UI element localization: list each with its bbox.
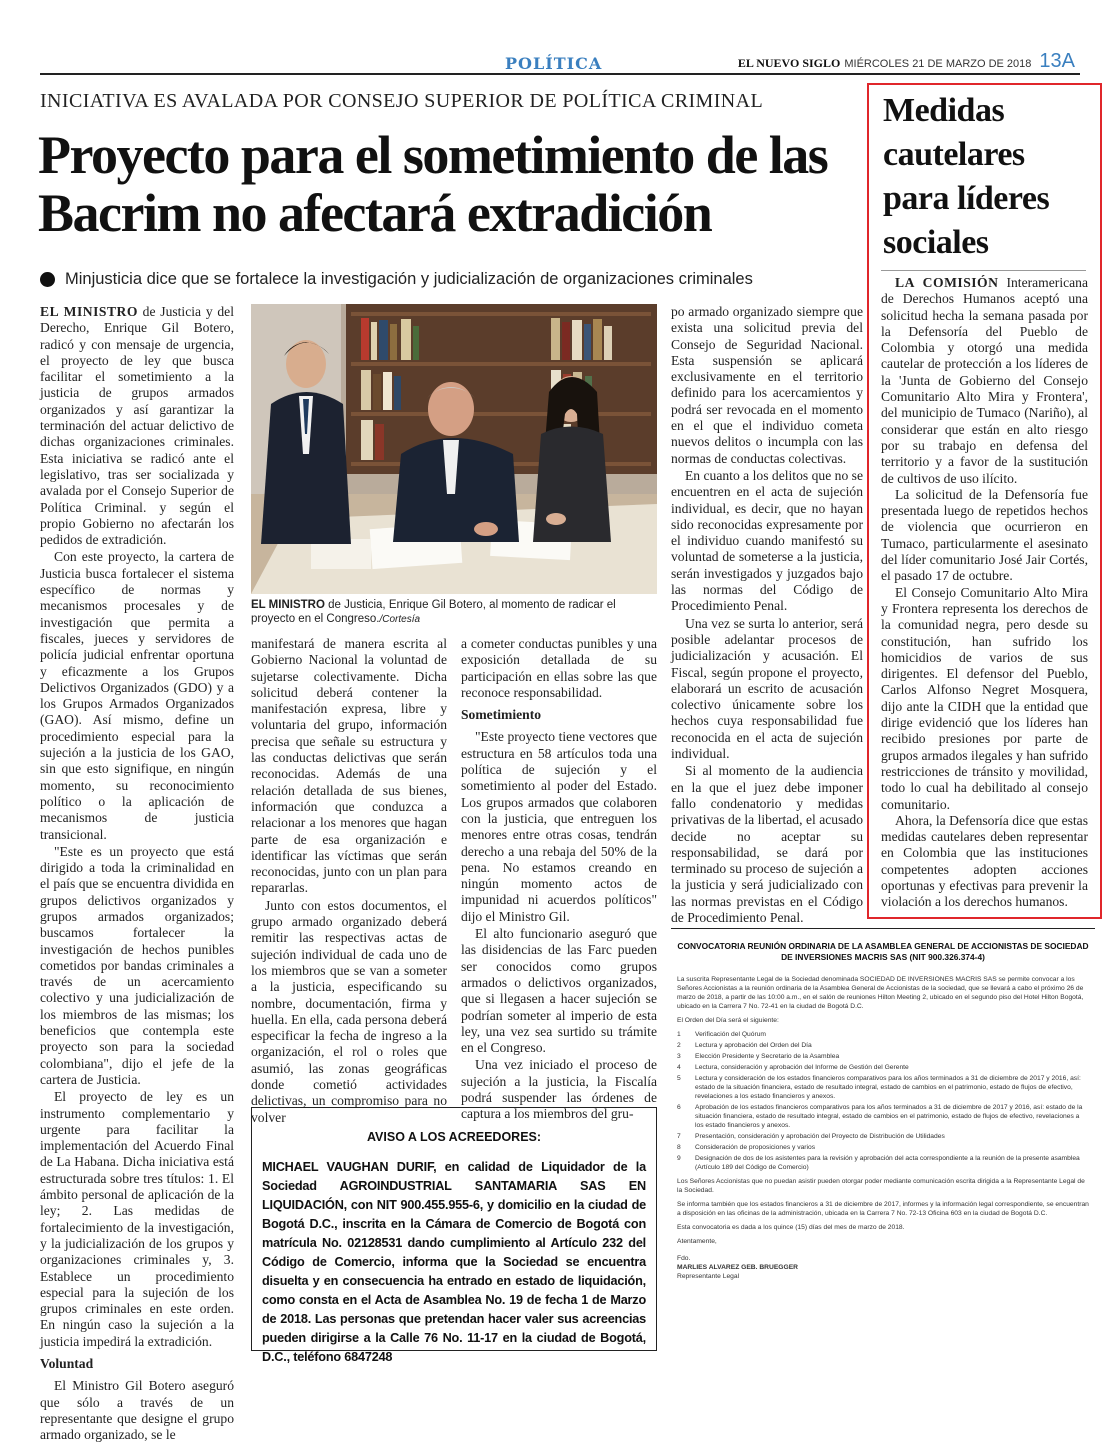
- notice-body: MICHAEL VAUGHAN DURIF, en calidad de Liquidador de la Sociedad AGROINDUSTRIAL SANTAMARIA SAS EN LIQUIDACIÓN, con NIT 900.455.955-6, y domicilio en la ciudad de Bogotá D.C., inscrita en la Cámara de Comercio de Bogotá con matrícula No. 02128531 dando cumplimiento al Artículo 232 del Código de Comercio, informa que la Sociedad se encuentra disuelta y en consecuencia ha entrado en estado de liquidación, como consta en el Acta de Asamblea No. 19 de fecha 1 de Marzo de 2018. Las personas que pretendan hacer valer sus acreencias pueden dirigirse a la Calle 76 No. 11-17 en la ciudad de Bogotá, D.C., teléfono 6847248: [262, 1160, 646, 1364]
- paragraph: "Este es un proyecto que está dirigido a toda la criminalidad en el país que se encuentra dividida en grupos delictivos organizados y grupos armados organizados; buscamos fortalecer la investigación de hechos punibles cometidos por bandas criminales a través de un acercamiento colectivo y una judicialización de los miembros de las mismas; los beneficios que contempla este proyecto son para la sociedad colombiana", dijo el jefe de la cartera de Justicia.: [40, 843, 234, 1087]
- sidebar-body: [881, 275, 1088, 911]
- paragraph: El Ministro Gil Botero aseguró que sólo a través de un representante que designe el grupo armado organizado, se le: [40, 1378, 234, 1443]
- paragraph: Una vez se surta lo anterior, será posible adelantar procesos de judicialización y acusación. El Fiscal, según propone el proyecto, elaborará un escrito de acusación colectivo únicamente sobre los hechos cuya responsabilidad fue reconocida en el acta de sujeción individual.: [671, 615, 863, 762]
- agenda-intro: El Orden del Día será el siguiente:: [677, 1017, 779, 1024]
- paragraph: [881, 275, 1088, 487]
- sidebar-box: [867, 83, 1102, 919]
- sidebar-rule: [881, 270, 1086, 271]
- list-item: 9 Designación de dos de los asistentes para la revisión y aprobación del acta correspondiente a la reunión de la presente asamblea (Artículo 189 del Código de Comercio): [677, 1155, 1080, 1171]
- paragraph: [40, 304, 234, 548]
- caption-text: de Justicia, Enrique Gil Botero, al momento de radicar el proyecto en el Congreso.: [251, 599, 616, 625]
- paragraph: Con este proyecto, la cartera de Justicia busca fortalecer el sistema específico de normas y mecanismos procesales y de investigación que permita a fiscales, jueces y servidores de policía judicial enfrentar oportuna y eficazmente a los Grupos Delictivos Organizados (GDO) y a los Grupos Armados Organizados (GAO). Así mismo, define un procedimiento especial para la sujeción a la justicia de los GAO, sin que esto signifique, en ningún momento, su reconocimiento político o la aplicación de mecanismos de justicia transicional.: [40, 549, 234, 842]
- page-number: 13A: [1039, 50, 1075, 72]
- notice-title: AVISO A LOS ACREEDORES:: [366, 1130, 542, 1144]
- signature-block: [677, 1254, 1089, 1281]
- paragraph: po armado organizado siempre que exista una solicitud previa del Consejo de Seguridad Nacional. Esta suspensión se aplicará exclusivamente en el territorio definido para los acercamientos y podrá ser revocada en el momento en el que el individuo cometa nuevos delitos o incumpla con las normas de conductas colectivas.: [671, 304, 863, 466]
- notice-closing: Atentamente,: [677, 1238, 717, 1245]
- bullet-dot-icon: [40, 272, 55, 287]
- header-rule: [40, 73, 1080, 75]
- paragraph: "Este proyecto tiene vectores que estructura en 58 artículos toda una política de sujeción y el sometimiento al poder del Estado. Los grupos armados que colaboren con la justicia, que entreguen los menores entre otras cosas, tendrán derecho a una rebaja del 50% de la pena. No estamos creando en ningún momento actos de impunidad ni acuerdos políticos" dijo el Ministro Gil.: [461, 729, 657, 924]
- notice-paragraph: Se informa también que los estados financieros a 31 de diciembre de 2017, informes y la información legal correspondiente, se encuentran a disposición en las oficinas de la administración, ubicada en la Carrera 7 No. 72-13 Oficina 603 en la ciudad de Bogotá D.C.: [677, 1201, 1089, 1217]
- creditors-notice: [251, 1107, 657, 1364]
- signature-fdo: Fdo.: [677, 1255, 691, 1262]
- paragraph: Una vez iniciado el proceso de sujeción a la justicia, la Fiscalía podrá suspender las órdenes de captura a los miembros del gru-: [461, 1057, 657, 1122]
- lead-in: LA COMISIÓN: [895, 275, 999, 290]
- list-item: 5 Lectura y consideración de los estados financieros comparativos para los años terminados a 31 de diciembre de 2017 y 2016, así: estado de la situación financiera, estado de resultado integral, estado de cambios en el patrimonio, estado de flujos de efectivo, revelaciones a los estado financieros y anexos.: [677, 1075, 1081, 1100]
- section-name: POLÍTICA: [505, 54, 603, 73]
- list-item: 6 Aprobación de los estados financieros comparativos para los años terminados a 31 de diciembre de 2017 y 2016, así: estado de la situación financiera, estado de resultado integral, estado de cambios en el patrimonio, estado de flujos de efectivo, revelaciones a los estado financieros y anexos.: [677, 1104, 1083, 1129]
- subtitle-voluntad: Voluntad: [40, 1356, 94, 1371]
- notice-paragraph: Los Señores Accionistas que no puedan asistir pueden otorgar poder mediante comunicación escrita dirigida a la Representante Legal de la Sociedad.: [677, 1178, 1085, 1194]
- lead-in: EL MINISTRO: [40, 304, 138, 319]
- list-item: 7 Presentación, consideración y aprobación del Proyecto de Distribución de Utilidades: [677, 1133, 945, 1140]
- paragraph: manifestará de manera escrita al Gobierno Nacional la voluntad de sujetarse colectivamente. Dicha solicitud deberá contener la manifestación expresa, libre y voluntaria del grupo, información precisa que señale su estructura y las conductas delictivas que serán reconocidas. Además de una relación detallada de sus bienes, información que conduzca a relacionar a los menores que hagan parte de esa organización e identificar las víctimas que serán reconocidas, junto con un plan para repararlas.: [251, 636, 447, 896]
- article-column-4: [671, 304, 863, 925]
- paragraph-text: de Justicia y del Derecho, Enrique Gil Botero, radicó y con mensaje de urgencia, el proyecto de ley que busca facilitar el sometimiento a la justicia de grupos armados organizados y así garantizar la terminación del actuar delictivo de dichas organizaciones criminales. Esta iniciativa se radicó ante el legislativo, tras ser socializada y avalada por el Consejo Superior de Política Criminal. y según el propio Gobierno no afectarán los pedidos de extradición.: [40, 304, 234, 548]
- masthead: [738, 50, 1075, 73]
- subhead-text: Minjusticia dice que se fortalece la investigación y judicialización de organizaciones criminales: [65, 270, 753, 288]
- agenda-list: [677, 1030, 1089, 1172]
- notice-paragraph: Esta convocatoria es dada a los quince (15) días del mes de marzo de 2018.: [677, 1224, 905, 1231]
- list-item: 3 Elección Presidente y Secretario de la Asamblea: [677, 1053, 840, 1060]
- list-item: 2 Lectura y aprobación del Orden del Día: [677, 1042, 812, 1049]
- paper-name: EL NUEVO SIGLO: [737, 56, 841, 70]
- paragraph: El proyecto de ley es un instrumento complementario y urgente para facilitar la implementación del Acuerdo Final de La Habana. Dicha iniciativa está estructurada sobre tres títulos: 1. El ámbito personal de aplicación de la ley; 2. Las medidas de fortalecimiento de la investigación, y la judicialización de los grupos y organizaciones criminales y, 3. Establece un procedimiento especial para la sujeción de los grupos criminales en este orden. En ningún caso la sujeción a la justicia impedirá la extradición.: [40, 1089, 234, 1349]
- paragraph: El alto funcionario aseguró que las disidencias de las Farc pueden ser conocidos como grupos armados o delictivos organizados, que si llegasen a hacer sujeción se podrían someter al imperio de esta ley, una vez sea surtido su trámite en el Congreso.: [461, 926, 657, 1056]
- article-subhead: [40, 270, 753, 289]
- paragraph: En cuanto a los delitos que no se encuentren en el acta de sujeción individual, es decir, que no hayan sido reconocidas expresamente por el individuo cuando manifestó su voluntad de someterse a la justicia, serán investigados y juzgados bajo las normas del Código de Procedimiento Penal.: [671, 467, 863, 614]
- caption-credit: /Cortesía: [379, 614, 421, 625]
- notice-body: [671, 975, 1095, 1281]
- list-item: 4 Lectura, consideración y aprobación del Informe de Gestión del Gerente: [677, 1064, 909, 1071]
- signer-role: Representante Legal: [677, 1273, 740, 1280]
- list-item: 1 Verificación del Quórum: [677, 1031, 766, 1038]
- caption-lead: EL MINISTRO: [251, 599, 325, 611]
- notice-title: CONVOCATORIA REUNIÓN ORDINARIA DE LA ASAMBLEA GENERAL DE ACCIONISTAS DE SOCIEDAD DE INVERSIONES MACRIS SAS (NIT 900.326.374-4): [677, 941, 1089, 962]
- paragraph: El Consejo Comunitario Alto Mira y Frontera representa los derechos de la comunidad negra, pero desde su constitución, han sufrido los homicidios de varios de sus dirigentes. El defensor del Pueblo, Carlos Alfonso Negret Mosquera, dijo ante la CIDH que la entidad que dirige evidenció que los líderes han recibido presiones por parte de grupos armados ilegales y han sufrido restricciones de tránsito y movilidad, todo lo cual ha debilitado al consejo comunitario.: [881, 584, 1088, 812]
- paragraph: Junto con estos documentos, el grupo armado organizado deberá remitir las respectivas actas de sujeción individual de cada uno de los miembros que se van a someter a la justicia, especificando su nombre, documentación, firma y huella. En ella, cada persona deberá especificar la fecha de ingreso a la organización, el rol o roles que asumió, las zonas geográficas donde cometió actividades delictivas, un compromiso para no volver: [251, 897, 447, 1125]
- article-photo: [251, 304, 657, 594]
- photo-caption: [251, 598, 657, 627]
- paragraph: Ahora, la Defensoría dice que estas medidas cautelares deben representar en Colombia que las instituciones competentes adopten acciones oportunas y efectivas para prevenir la violación a los derechos humanos.: [881, 812, 1088, 910]
- signer-name: MARLIES ALVAREZ GEB. BRUEGGER: [677, 1264, 798, 1271]
- paragraph: a cometer conductas punibles y una exposición detallada de su participación en ellas sobre las que reconoce responsabilidad.: [461, 636, 657, 700]
- shareholders-notice: [671, 928, 1095, 1352]
- paragraph: Si al momento de la audiencia en la que el juez debe imponer fallo condenatorio y medidas privativas de la libertad, el acusado decide no aceptar su responsabilidad, se dará por terminado su proceso de sujeción a la justicia y será judicializado con las normas previstas en el Código de Procedimiento Penal.: [671, 763, 863, 925]
- notice-intro: La suscrita Representante Legal de la Sociedad denominada SOCIEDAD DE INVERSIONES MACRIS SAS se permite convocar a los Señores Accionistas a la reunión ordinaria de la Asamblea General de Accionistas de la sociedad, que se llevará a cabo el próximo 26 de marzo de 2018, a partir de las 10:00 a.m., en el salón de reuniones Hilton Meeting 2, ubicado en el segundo piso del Hotel Hilton Bogotá, ubicado en la Carrera 7 No. 72-41 en la ciudad de Bogotá D.C.: [677, 976, 1084, 1010]
- article-headline: Proyecto para el sometimiento de las Bacrim no afectará extradición: [38, 125, 828, 243]
- article-column-2: [251, 636, 447, 1125]
- article-column-1: [40, 304, 234, 1443]
- list-item: 8 Consideración de proposiciones y varios: [677, 1144, 816, 1151]
- article-column-3: [461, 636, 657, 1122]
- sidebar-title: Medidas cautelares para líderes sociales: [883, 92, 1050, 261]
- paragraph: La solicitud de la Defensoría fue presentada luego de repetidos hechos de violencia que ocurrieron en Tumaco, particularmente el asesinato del líder comunitario José Jair Cortés, el pasado 17 de octubre.: [881, 486, 1088, 584]
- subtitle-sometimiento: Sometimiento: [461, 707, 542, 723]
- article-kicker: INICIATIVA ES AVALADA POR CONSEJO SUPERIOR DE POLÍTICA CRIMINAL: [40, 90, 764, 112]
- paragraph-text: Interamericana de Derechos Humanos aceptó una solicitud hecha la semana pasada por la Defensoría del Pueblo de Colombia y otorgó una medida cautelar de protección a los líderes de la 'Junta de Gobierno del Consejo Comunitario Alto Mira y Frontera', del municipio de Tumaco (Nariño), al considerar que están en alto riesgo por su trabajo en defensa del territorio y a favor de la sustitución de cultivos de uso ilícito.: [881, 275, 1088, 486]
- issue-date: MIÉRCOLES 21 DE MARZO DE 2018: [844, 58, 1032, 70]
- photo-illustration: [251, 304, 657, 594]
